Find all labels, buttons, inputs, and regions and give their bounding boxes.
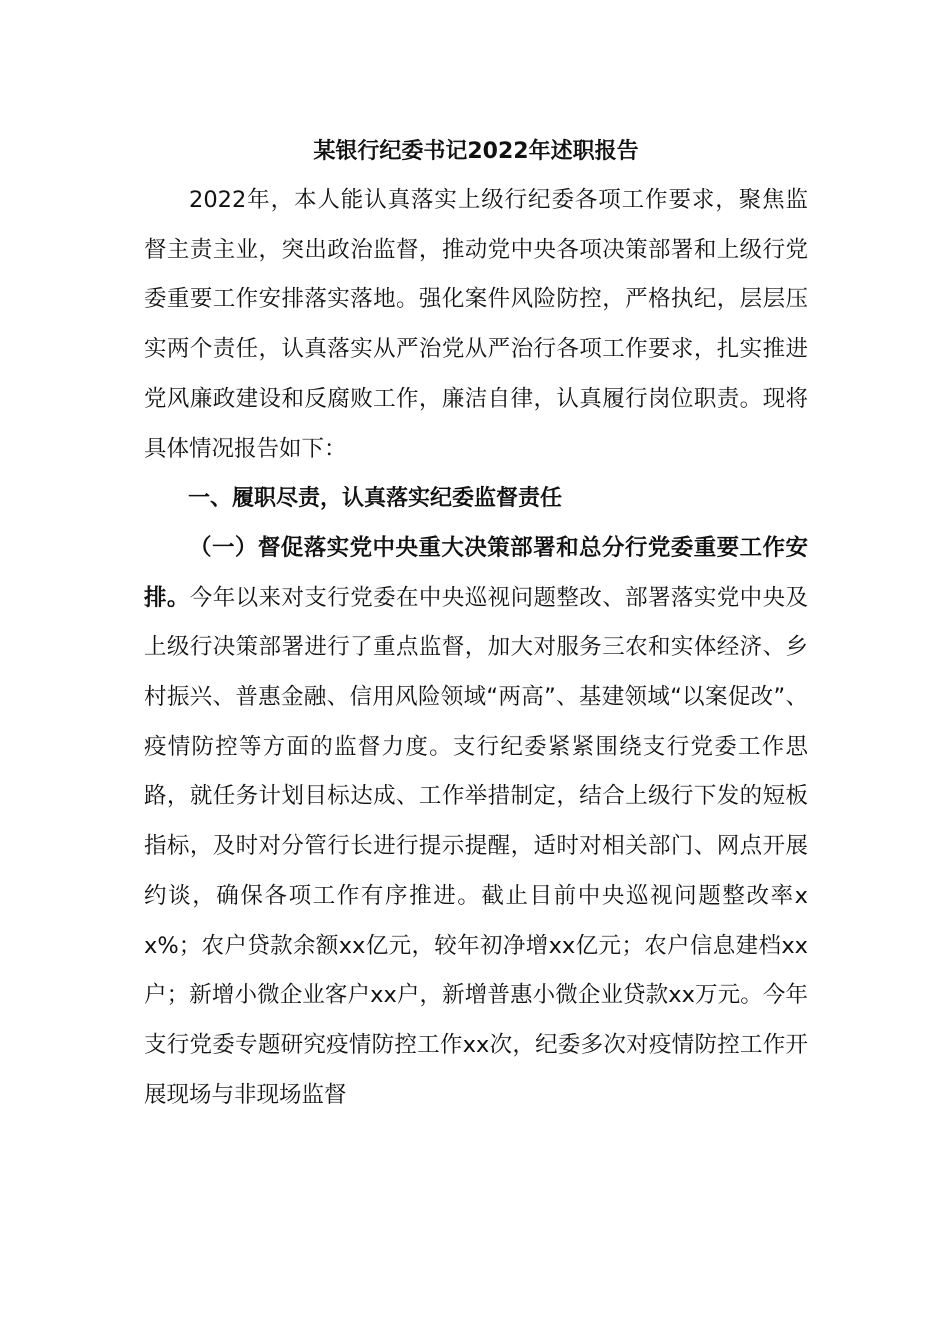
document-body: [144, 128, 808, 1120]
subsection-lead: （一）督促落实党中央重大决策部署和总分行党委重要工作安排。: [144, 534, 808, 611]
intro-paragraph: 2022年，本人能认真落实上级行纪委各项工作要求，聚焦监督主责主业，突出政治监督，推动党中央各项决策部署和上级行党委重要工作安排落实落地。强化案件风险防控，严格执纪，层层压实两个责任，认真落实从严治党从严治行各项工作要求，扎实推进党风廉政建设和反腐败工作，廉洁自律，认真履行岗位职责。现将具体情况报告如下：: [144, 187, 808, 462]
subsection-body: 今年以来对支行党委在中央巡视问题整改、部署落实党中央及上级行决策部署进行了重点监督，加大对服务三农和实体经济、乡村振兴、普惠金融、信用风险领域“两高”、基建领域“以案促改”、疫情防控等方面的监督力度。支行纪委紧紧围绕支行党委工作思路，就任务计划目标达成、工作举措制定，结合上级行下发的短板指标，及时对分管行长进行提示提醒，适时对相关部门、网点开展约谈，确保各项工作有序推进。截止目前中央巡视问题整改率xx%；农户贷款余额xx亿元，较年初净增xx亿元；农户信息建档xx户；新增小微企业客户xx户，新增普惠小微企业贷款xx万元。今年支行党委专题研究疫情防控工作xx次，纪委多次对疫情防控工作开展现场与非现场监督: [144, 584, 808, 1108]
subsection-paragraph: [144, 524, 808, 1120]
document-title: 某银行纪委书记2022年述职报告: [313, 139, 639, 164]
section-heading: 一、履职尽责，认真落实纪委监督责任: [188, 486, 563, 512]
